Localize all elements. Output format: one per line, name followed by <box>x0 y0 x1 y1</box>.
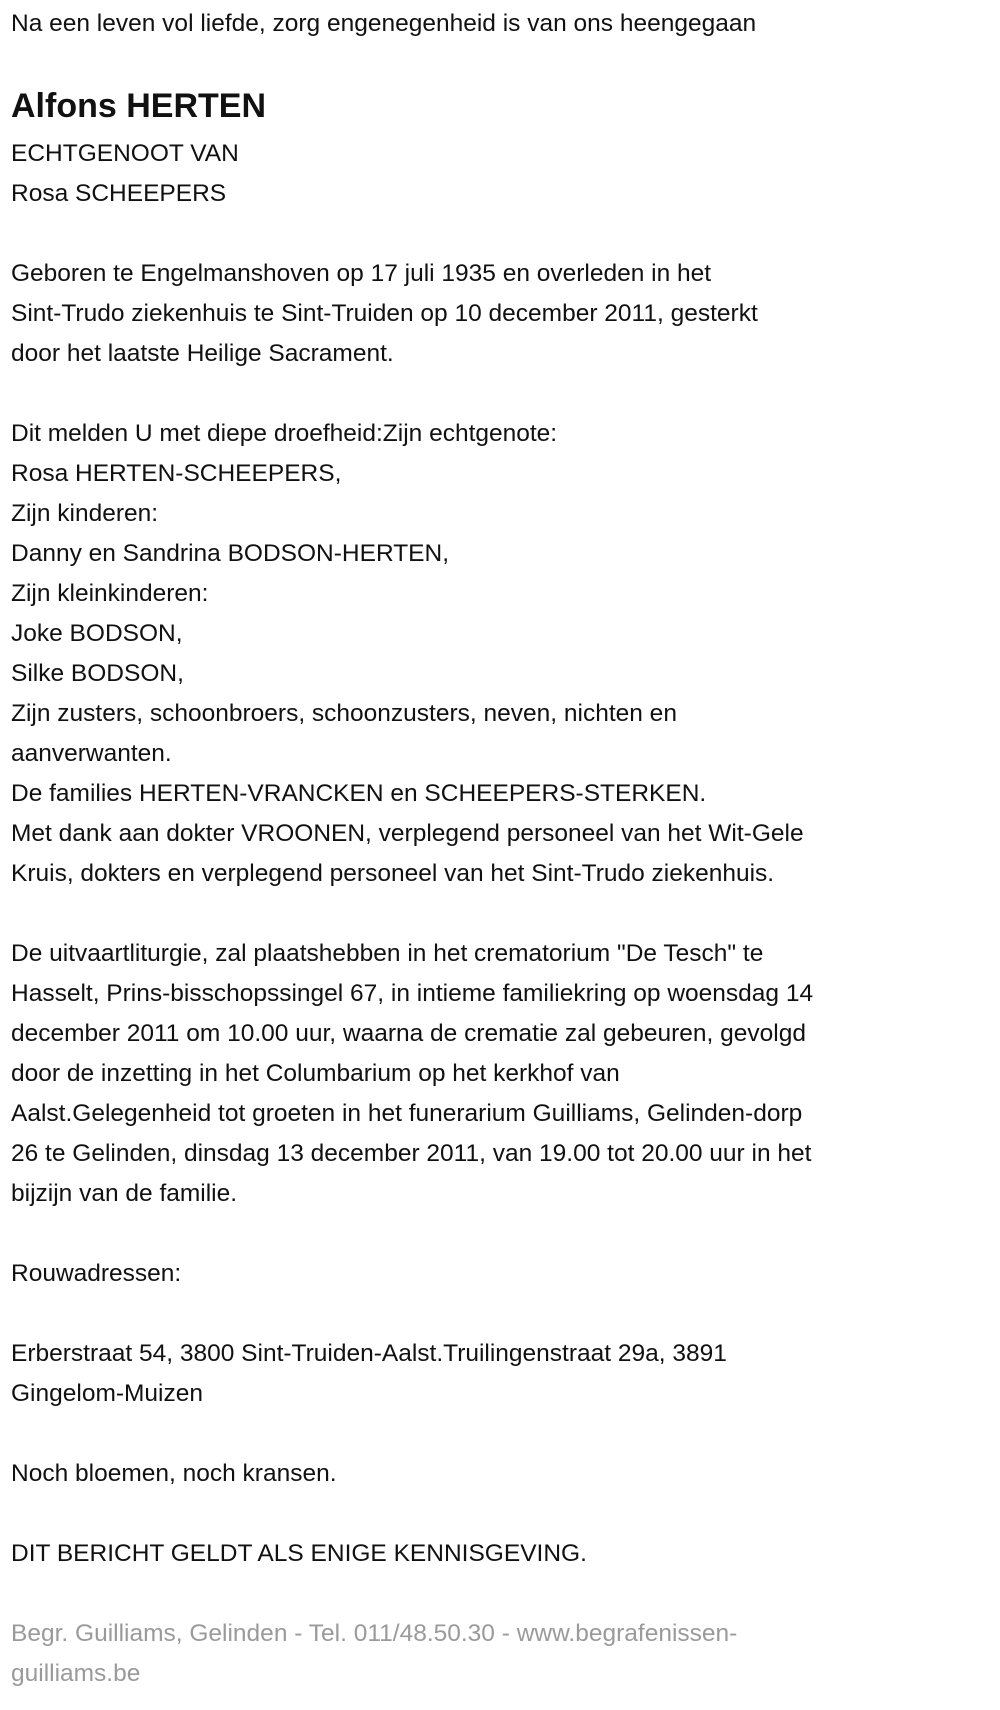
text-line: Zijn zusters, schoonbroers, schoonzusters, neven, nichten en <box>11 700 677 727</box>
footer-line: guilliams.be <box>11 1660 141 1687</box>
spouse-name: Rosa SCHEEPERS <box>11 180 227 207</box>
spouse-label: ECHTGENOOT VAN <box>11 140 239 167</box>
text-line: Geboren te Engelmanshoven op 17 juli 1935 en overleden in het <box>11 260 712 287</box>
family-paragraph <box>11 414 1000 894</box>
text-line: Zijn kinderen: <box>11 500 159 527</box>
notice-text: DIT BERICHT GELDT ALS ENIGE KENNISGEVING. <box>11 1540 587 1567</box>
deceased-name: Alfons HERTEN <box>11 87 266 125</box>
text-line: Met dank aan dokter VROONEN, verplegend personeel van het Wit-Gele <box>11 820 804 847</box>
text-line: Zijn kleinkinderen: <box>11 580 209 607</box>
text-line: Joke BODSON, <box>11 620 183 647</box>
addresses-paragraph <box>11 1334 1000 1414</box>
text-line: Rosa HERTEN-SCHEEPERS, <box>11 460 342 487</box>
text-line: Aalst.Gelegenheid tot groeten in het funerarium Guilliams, Gelinden-dorp <box>11 1100 803 1127</box>
text-line: bijzijn van de familie. <box>11 1180 238 1207</box>
notice-paragraph <box>11 1534 1000 1574</box>
text-line: Hasselt, Prins-bisschopssingel 67, in intieme familiekring op woensdag 14 <box>11 980 814 1007</box>
text-line: Gingelom-Muizen <box>11 1380 203 1407</box>
text-line: De families HERTEN-VRANCKEN en SCHEEPERS-STERKEN. <box>11 780 707 807</box>
text-line: Sint-Trudo ziekenhuis te Sint-Truiden op 10 december 2011, gesterkt <box>11 300 758 327</box>
funeral-home-footer <box>11 1614 1000 1694</box>
text-line: aanverwanten. <box>11 740 172 767</box>
text-line: Kruis, dokters en verplegend personeel van het Sint-Trudo ziekenhuis. <box>11 860 775 887</box>
flowers-text: Noch bloemen, noch kransen. <box>11 1460 337 1487</box>
text-line: december 2011 om 10.00 uur, waarna de crematie zal gebeuren, gevolgd <box>11 1020 806 1047</box>
text-line: De uitvaartliturgie, zal plaatshebben in het crematorium "De Tesch" te <box>11 940 764 967</box>
text-line: door de inzetting in het Columbarium op het kerkhof van <box>11 1060 620 1087</box>
addresses-label-paragraph <box>11 1254 1000 1294</box>
addresses-label: Rouwadressen: <box>11 1260 182 1287</box>
footer-line: Begr. Guilliams, Gelinden - Tel. 011/48.50.30 - www.begrafenissen- <box>11 1620 738 1647</box>
text-line: Danny en Sandrina BODSON-HERTEN, <box>11 540 449 567</box>
text-line: door het laatste Heilige Sacrament. <box>11 340 394 367</box>
text-line: Dit melden U met diepe droefheid:Zijn echtgenote: <box>11 420 558 447</box>
ceremony-paragraph <box>11 934 1000 1214</box>
text-line: Erberstraat 54, 3800 Sint-Truiden-Aalst.Truilingenstraat 29a, 3891 <box>11 1340 727 1367</box>
flowers-paragraph <box>11 1454 1000 1494</box>
text-line: Silke BODSON, <box>11 660 184 687</box>
birth-death-paragraph <box>11 254 1000 374</box>
intro-text: Na een leven vol liefde, zorg engenegenheid is van ons heengegaan <box>11 10 757 37</box>
text-line: 26 te Gelinden, dinsdag 13 december 2011, van 19.00 tot 20.00 uur in het <box>11 1140 812 1167</box>
